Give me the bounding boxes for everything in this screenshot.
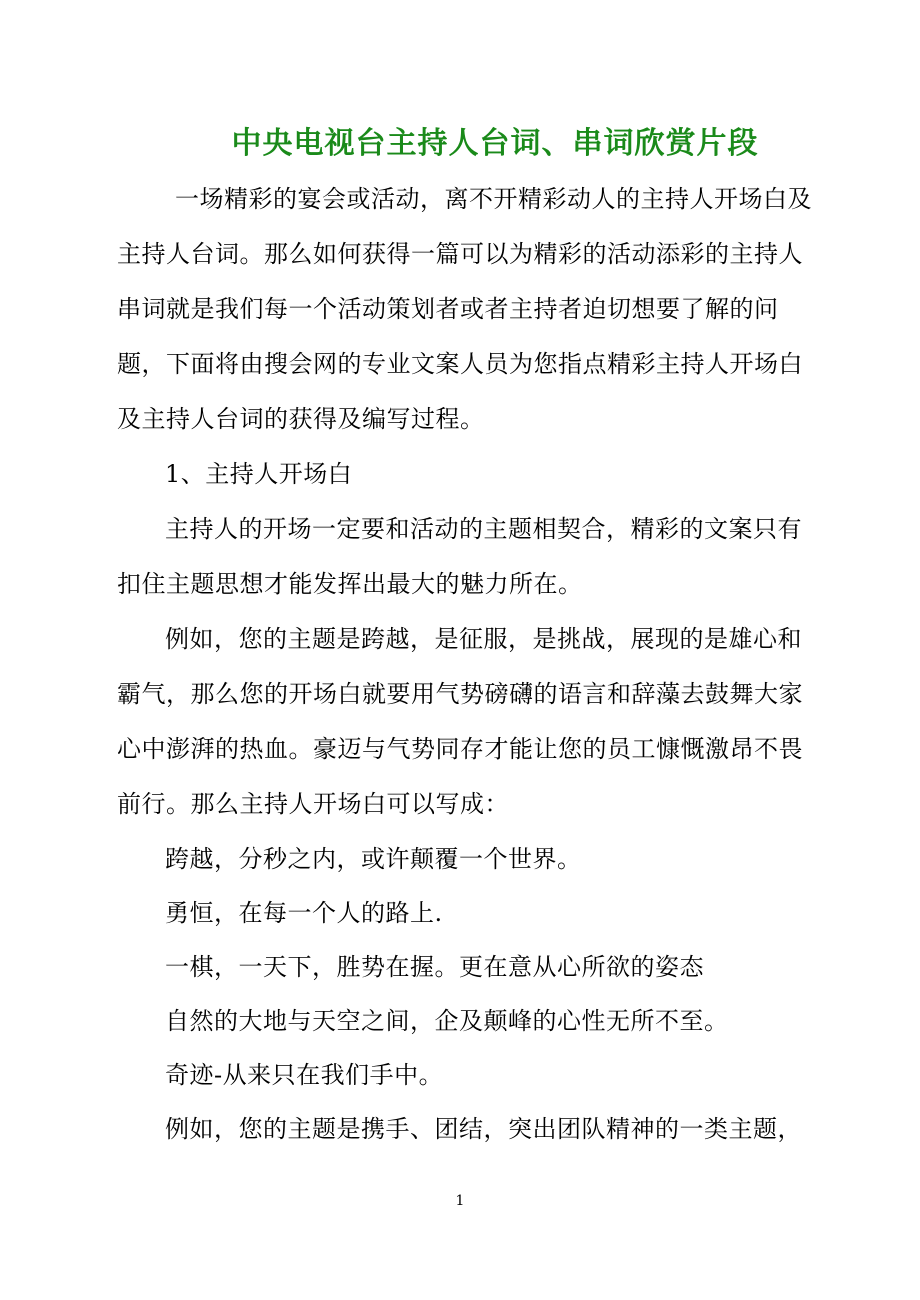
paragraph-line-4: 自然的大地与天空之间，企及颠峰的心性无所不至。 xyxy=(165,1007,729,1035)
paragraph-example-2: 例如，您的主题是携手、团结，突出团队精神的一类主题， xyxy=(165,1115,802,1143)
page-number: 1 xyxy=(455,1193,465,1209)
document-title: 中央电视台主持人台词、串词欣赏片段 xyxy=(231,126,759,161)
paragraph-intro: 一场精彩的宴会或活动，离不开精彩动人的主持人开场白及主持人台词。那么如何获得一篇可以为精彩的活动添彩的主持人串词就是我们每一个活动策划者或者主持者迫切想要了解的问题，下面将由搜会网的专业文案人员为您指点精彩主持人开场白及主持人台词的获得及编写过程。 xyxy=(117,185,812,433)
paragraph-opening-theme: 主持人的开场一定要和活动的主题相契合，精彩的文案只有扣住主题思想才能发挥出最大的魅力所在。 xyxy=(117,515,802,598)
paragraph-section-heading: 1、主持人开场白 xyxy=(165,460,353,488)
paragraph-line-3: 一棋，一天下，胜势在握。更在意从心所欲的姿态 xyxy=(165,953,704,981)
paragraph-line-2: 勇恒，在每一个人的路上. xyxy=(165,899,443,927)
paragraph-line-5: 奇迹-从来只在我们手中。 xyxy=(165,1061,444,1089)
document-body xyxy=(117,172,817,1157)
paragraph-line-1: 跨越，分秒之内，或许颠覆一个世界。 xyxy=(165,845,582,873)
paragraph-example-1: 例如，您的主题是跨越，是征服，是挑战，展现的是雄心和霸气，那么您的开场白就要用气势磅礴的语言和辞藻去鼓舞大家心中澎湃的热血。豪迈与气势同存才能让您的员工慷慨激昂不畏前行。那么主持人开场白可以写成： xyxy=(117,625,803,818)
